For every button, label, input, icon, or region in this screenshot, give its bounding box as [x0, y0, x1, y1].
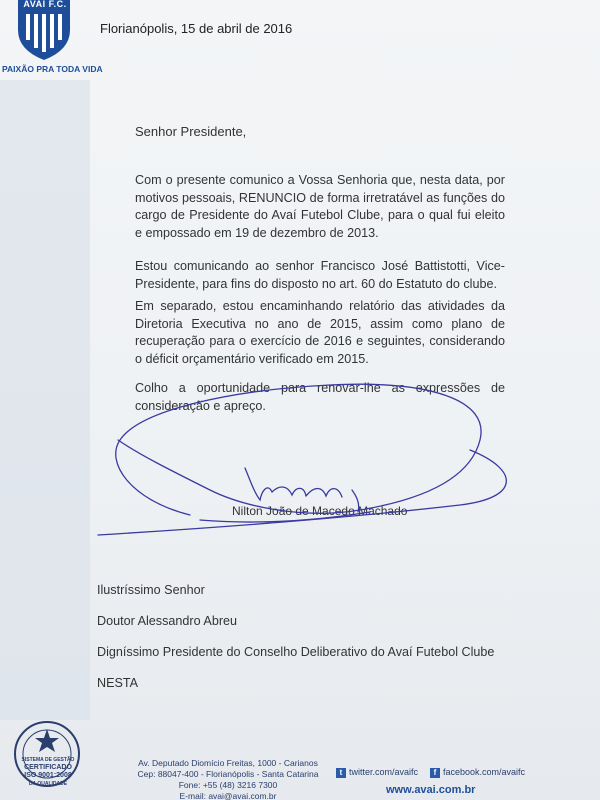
- paragraph-3: Em separado, estou encaminhando relatório das atividades da Diretoria Executiva no ano de 2015, assim como plano de recuperação para o exercício de 2016 e seguintes, considerando o déficit orçamentário verificado em 2015.: [135, 299, 505, 366]
- paragraph-4: Colho a oportunidade para renovar-lhe as expressões de consideração e apreço.: [135, 381, 505, 413]
- seal-line-3: ISO 9001:2008: [24, 772, 72, 779]
- paragraph-2: Estou comunicando ao senhor Francisco José Battistotti, Vice-Presidente, para fins do disposto no art. 60 do Estatuto do clube.: [135, 259, 505, 291]
- salutation: Senhor Presidente,: [135, 124, 247, 139]
- footer-address-line-2: Cep: 88047-400 - Florianópolis - Santa Catarina: [137, 769, 319, 779]
- recipient-line-1: Ilustríssimo Senhor: [97, 583, 205, 597]
- seal-line-4: DA QUALIDADE: [28, 781, 68, 787]
- club-logo: [0, 0, 103, 82]
- footer-address-line-1: Av. Deputado Diomício Freitas, 1000 - Carianos: [138, 758, 318, 768]
- recipient-line-2: Doutor Alessandro Abreu: [97, 614, 238, 628]
- twitter-icon: t: [336, 768, 346, 778]
- seal-line-2: CERTIFICADO: [24, 764, 72, 771]
- recipient-line-4: NESTA: [97, 676, 139, 690]
- recipient-line-3: Digníssimo Presidente do Conselho Deliberativo do Avaí Futebol Clube: [97, 645, 495, 659]
- letter-footer: [0, 740, 600, 800]
- letterhead-side-band: [0, 80, 90, 720]
- twitter-link: [336, 767, 418, 778]
- footer-email: E-mail: avai@avai.com.br: [179, 791, 277, 800]
- footer-address: [128, 758, 328, 800]
- signer-name: Nilton João de Macedo Machado: [232, 504, 408, 518]
- website-url: www.avai.com.br: [386, 784, 476, 796]
- footer-phone: Fone: +55 (48) 3216 7300: [178, 780, 278, 790]
- club-name: AVAÍ F.C.: [23, 0, 67, 9]
- twitter-handle: twitter.com/avaifc: [349, 767, 419, 777]
- date-line: Florianópolis, 15 de abril de 2016: [100, 21, 293, 36]
- facebook-handle: facebook.com/avaifc: [443, 767, 526, 777]
- club-motto: PAIXÃO PRA TODA VIDA: [2, 64, 103, 74]
- facebook-link: [430, 767, 525, 778]
- paragraph-1: Com o presente comunico a Vossa Senhoria que, nesta data, por motivos pessoais, RENUNCIO de forma irretratável as funções do cargo de Presidente do Avaí Futebol Clube, para o qual fui eleito e empossado em 19 de dezembro de 2013.: [135, 173, 505, 240]
- facebook-icon: f: [430, 768, 440, 778]
- seal-line-1: SISTEMA DE GESTÃO: [21, 757, 75, 763]
- club-crest-icon: [16, 0, 72, 60]
